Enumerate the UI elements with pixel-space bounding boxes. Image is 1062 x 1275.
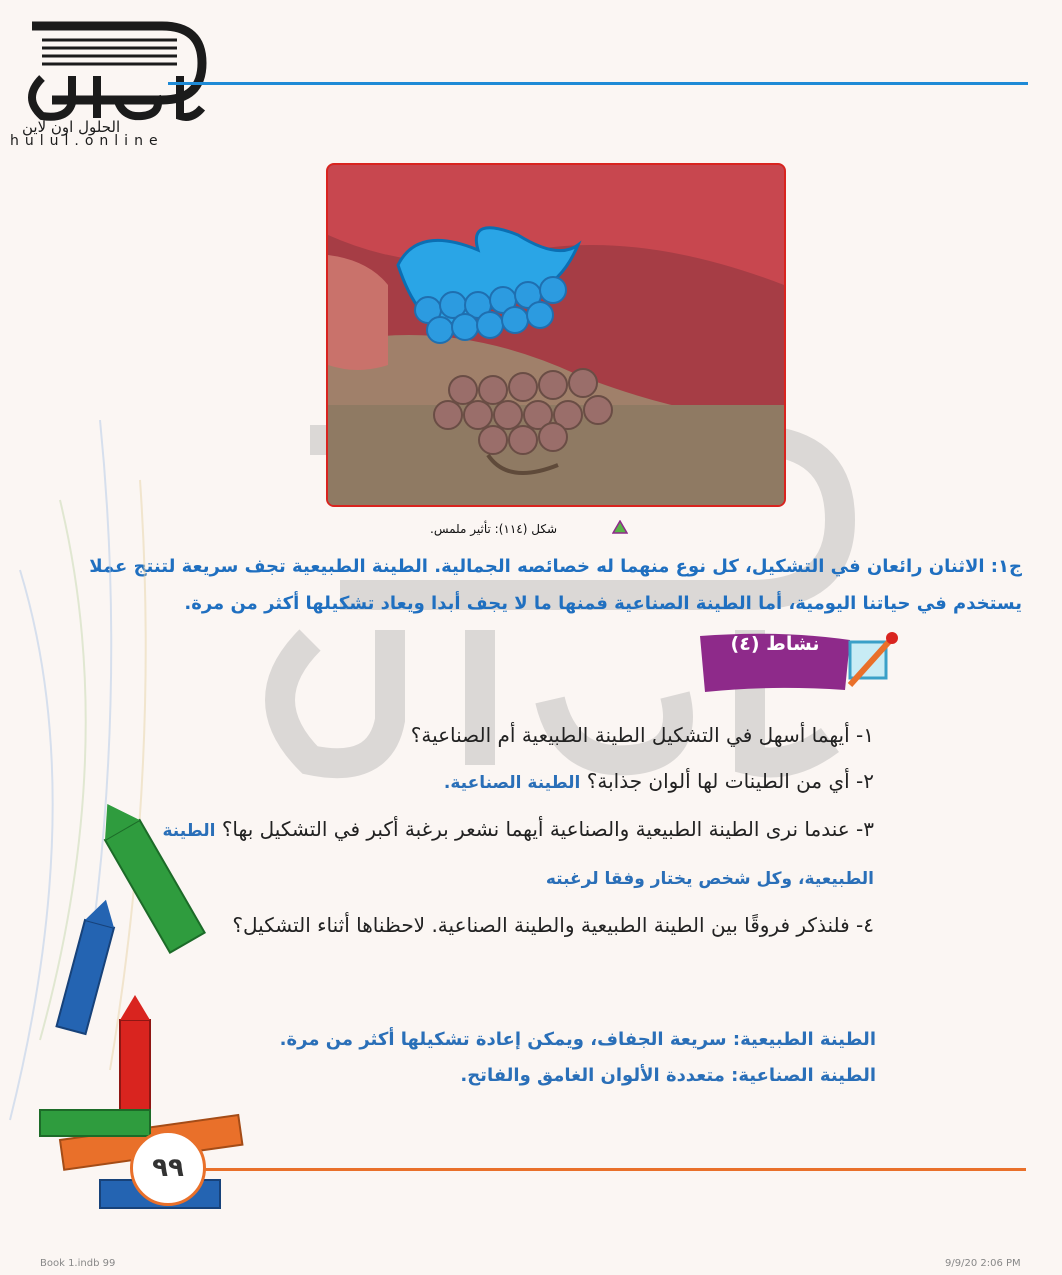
logo-url: hulul.online (10, 133, 164, 149)
bottom-rule (150, 1168, 1026, 1171)
question-2-answer: الطينة الصناعية. (443, 773, 581, 793)
page-number: ٩٩ (130, 1130, 206, 1206)
final-answers (176, 1022, 876, 1094)
question-1-text: ١- أيهما أسهل في التشكيل الطينة الطبيعية أم الصناعية؟ (410, 723, 874, 747)
logo-subtitle: الحلول اون لاين (22, 118, 121, 136)
figure-caption: شكل (١١٤): تأثير ملمس. (430, 522, 557, 536)
final-answer-natural: الطينة الطبيعية: سريعة الجفاف، ويمكن إعادة تشكيلها أكثر من مرة. (279, 1029, 876, 1050)
crayons-decoration (0, 420, 270, 1240)
question-4-text: ٤- فلنذكر فروقًا بين الطينة الطبيعية والطينة الصناعية. لاحظناها أثناء التشكيل؟ (232, 913, 874, 937)
footer-file-info: Book 1.indb 99 (40, 1258, 116, 1269)
question-3-answer: الطينة الطبيعية، وكل شخص يختار وفقا لرغبته (162, 821, 874, 889)
figure-photo (326, 163, 786, 507)
question-2-text: ٢- أي من الطينات لها ألوان جذابة؟ (586, 769, 874, 793)
question-3-text: ٣- عندما نرى الطينة الطبيعية والصناعية أيهما نشعر برغبة أكبر في التشكيل بها؟ (221, 817, 874, 841)
activity-title: نشاط (٤) (730, 633, 820, 655)
clay-texture-image (328, 165, 784, 505)
caption-triangle-icon (612, 520, 628, 534)
final-answer-artificial: الطينة الصناعية: متعددة الألوان الغامق والفاتح. (460, 1065, 876, 1086)
footer-timestamp: 9/9/20 2:06 PM (945, 1258, 1021, 1269)
top-rule (168, 82, 1028, 85)
answer-paragraph: ج١: الاثنان رائعان في التشكيل، كل نوع منهما له خصائصه الجمالية. الطينة الطبيعية تجف سريعة لتنتج عملا يستخدم في حياتنا اليومية، أما الطينة الصناعية فمنها ما لا يجف أبدا ويعاد تشكيلها أكثر من مرة. (89, 556, 1022, 614)
